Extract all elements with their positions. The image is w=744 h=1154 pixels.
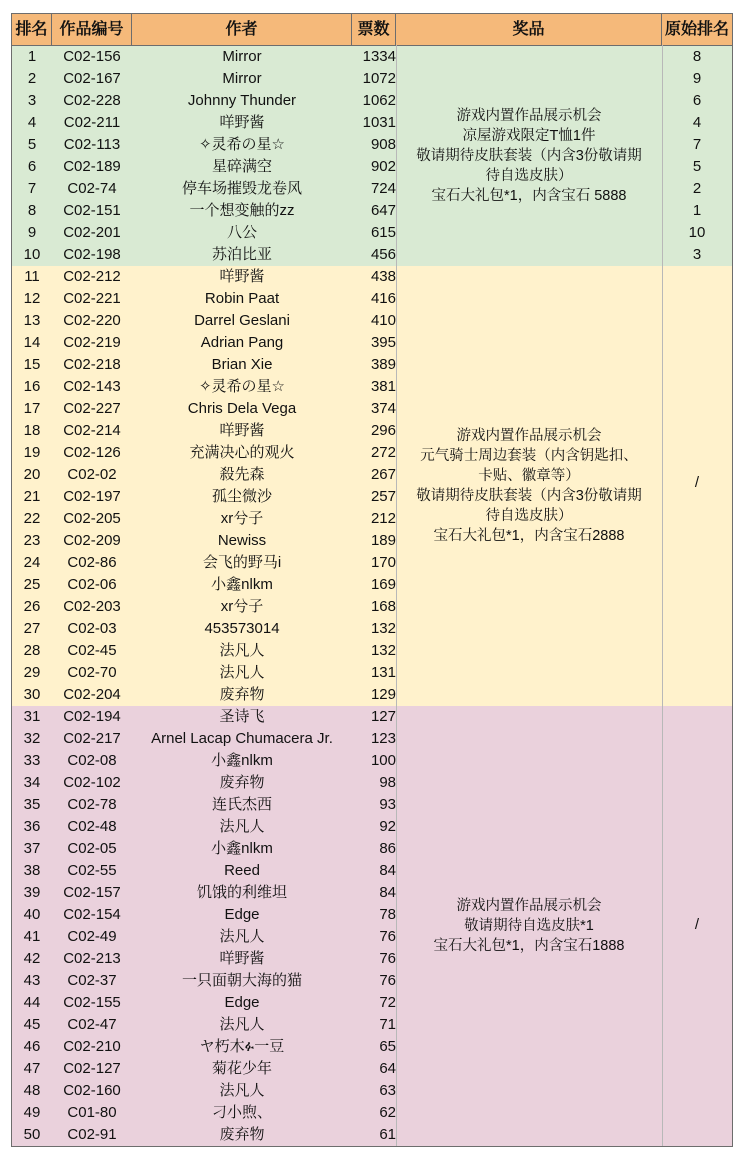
code-cell: C02-219 (63, 334, 121, 351)
rank-cell: 6 (27, 158, 37, 175)
table-row (12, 156, 396, 178)
rank-cell: 20 (23, 466, 41, 483)
table-row (12, 948, 396, 970)
header-prize: 奖品 (396, 14, 662, 45)
votes-cell: 98 (379, 774, 396, 791)
votes-cell: 908 (370, 136, 396, 153)
rank-cell: 28 (23, 642, 41, 659)
rank-cell: 15 (23, 356, 41, 373)
rank-cell: 39 (23, 884, 41, 901)
table-row (12, 310, 396, 332)
author-cell: 会飞的野马i (202, 554, 282, 571)
votes-cell: 64 (379, 1060, 396, 1077)
code-cell: C02-217 (63, 730, 121, 747)
table-row (12, 1036, 396, 1058)
table-row (12, 112, 396, 134)
author-cell: Arnel Lacap Chumacera Jr. (151, 730, 333, 747)
votes-cell: 63 (379, 1082, 396, 1099)
table-row (12, 816, 396, 838)
votes-cell: 615 (370, 224, 396, 241)
table-row (12, 398, 396, 420)
table-row (12, 618, 396, 640)
author-cell: 咩野酱 (219, 422, 265, 439)
code-cell: C02-70 (67, 664, 117, 681)
original-rank-cell: 4 (692, 114, 702, 131)
rank-cell: 5 (27, 136, 37, 153)
code-cell: C02-156 (63, 48, 121, 65)
author-cell: 充满决心的观火 (189, 444, 295, 461)
code-cell: C02-143 (63, 378, 121, 395)
rank-cell: 48 (23, 1082, 41, 1099)
votes-cell: 168 (370, 598, 396, 615)
table-row (12, 728, 396, 750)
rank-cell: 31 (23, 708, 41, 725)
author-cell: Mirror (222, 70, 262, 87)
author-cell: ✧灵希の星☆ (198, 136, 286, 153)
votes-cell: 389 (370, 356, 396, 373)
table-row (12, 508, 396, 530)
prize-line: 游戏内置作品展示机会 (456, 428, 602, 444)
code-cell: C02-113 (63, 136, 121, 153)
votes-cell: 132 (370, 620, 396, 637)
tier-1-prize (396, 46, 662, 266)
code-cell: C01-80 (67, 1104, 117, 1121)
table-row (12, 68, 396, 90)
prize-line: 游戏内置作品展示机会 (456, 108, 602, 124)
rank-cell: 13 (23, 312, 41, 329)
table-row (12, 46, 396, 68)
votes-cell: 84 (379, 862, 396, 879)
table-row (12, 90, 396, 112)
table-row (12, 640, 396, 662)
rank-cell: 8 (27, 202, 37, 219)
votes-cell: 123 (370, 730, 396, 747)
code-cell: C02-227 (63, 400, 121, 417)
rank-cell: 45 (23, 1016, 41, 1033)
rank-cell: 18 (23, 422, 41, 439)
header-code: 作品编号 (52, 14, 132, 45)
rank-cell: 40 (23, 906, 41, 923)
rank-cell: 12 (23, 290, 41, 307)
table-row (12, 838, 396, 860)
header-original-rank: 原始排名 (664, 21, 729, 38)
code-cell: C02-220 (63, 312, 121, 329)
code-cell: C02-213 (63, 950, 121, 967)
rank-cell: 41 (23, 928, 41, 945)
author-cell: 一只面朝大海的猫 (181, 972, 302, 989)
author-cell: xr兮子 (220, 598, 264, 615)
rank-cell: 17 (23, 400, 41, 417)
author-cell: 咩野酱 (219, 950, 265, 967)
code-cell: C02-197 (63, 488, 121, 505)
author-cell: 小鑫nlkm (211, 752, 273, 769)
table-row (12, 1014, 396, 1036)
code-cell: C02-06 (67, 576, 117, 593)
table-row (12, 420, 396, 442)
prize-line: 游戏内置作品展示机会 (456, 898, 602, 914)
votes-cell: 456 (370, 246, 396, 263)
rank-cell: 33 (23, 752, 41, 769)
code-cell: C02-05 (67, 840, 117, 857)
original-rank-cell: 1 (692, 202, 702, 219)
code-cell: C02-102 (63, 774, 121, 791)
table-row (12, 464, 396, 486)
table-header (12, 14, 732, 46)
rank-cell: 37 (23, 840, 41, 857)
table-row (12, 332, 396, 354)
code-cell: C02-86 (67, 554, 117, 571)
rank-cell: 49 (23, 1104, 41, 1121)
code-cell: C02-203 (63, 598, 121, 615)
rank-cell: 24 (23, 554, 41, 571)
author-cell: Robin Paat (204, 290, 280, 307)
code-cell: C02-47 (67, 1016, 117, 1033)
code-cell: C02-221 (63, 290, 121, 307)
table-row (12, 1102, 396, 1124)
original-rank-cell: 3 (692, 246, 702, 263)
rank-cell: 16 (23, 378, 41, 395)
votes-cell: 189 (370, 532, 396, 549)
author-cell: 菊花少年 (211, 1060, 272, 1077)
author-cell: 八公 (226, 224, 257, 241)
votes-cell: 86 (379, 840, 396, 857)
rank-cell: 11 (24, 268, 40, 285)
code-cell: C02-08 (67, 752, 117, 769)
votes-cell: 902 (370, 158, 396, 175)
rank-cell: 25 (23, 576, 41, 593)
tier-2-original-rank-note: / (694, 474, 700, 491)
author-cell: 饥饿的利维坦 (196, 884, 287, 901)
votes-cell: 76 (379, 950, 396, 967)
author-cell: 星碎满空 (211, 158, 272, 175)
code-cell: C02-210 (63, 1038, 121, 1055)
author-cell: 殺先森 (219, 466, 265, 483)
votes-cell: 100 (370, 752, 396, 769)
rank-cell: 42 (23, 950, 41, 967)
code-cell: C02-218 (63, 356, 121, 373)
original-rank-cell: 8 (692, 48, 702, 65)
author-cell: 咩野酱 (219, 114, 265, 131)
rank-cell: 44 (23, 994, 41, 1011)
rank-cell: 34 (23, 774, 41, 791)
original-rank-cell: 10 (688, 224, 706, 241)
author-cell: 一个想变触的zz (189, 202, 295, 219)
tier-3-original-rank-note: / (694, 916, 700, 933)
rank-cell: 21 (23, 488, 41, 505)
author-cell: Darrel Geslani (194, 312, 290, 329)
original-rank-cell: 2 (692, 180, 702, 197)
table-row (12, 882, 396, 904)
code-cell: C02-157 (63, 884, 121, 901)
code-cell: C02-204 (63, 686, 121, 703)
votes-cell: 132 (370, 642, 396, 659)
votes-cell: 72 (379, 994, 396, 1011)
author-cell: Adrian Pang (200, 334, 284, 351)
rank-cell: 32 (23, 730, 41, 747)
author-cell: Newiss (217, 532, 267, 549)
header-rank: 排名 (12, 14, 52, 45)
header-author: 作者 (132, 14, 352, 45)
votes-cell: 170 (370, 554, 396, 571)
rank-cell: 43 (23, 972, 41, 989)
votes-cell: 257 (370, 488, 396, 505)
table-row (12, 530, 396, 552)
tier-2-prize (396, 266, 662, 706)
votes-cell: 127 (370, 708, 396, 725)
votes-cell: 267 (370, 466, 396, 483)
table-row (12, 442, 396, 464)
table-row (12, 1080, 396, 1102)
table-row (12, 222, 396, 244)
author-cell: 连氏杰西 (211, 796, 272, 813)
code-cell: C02-37 (67, 972, 117, 989)
code-cell: C02-91 (67, 1126, 117, 1143)
rank-cell: 14 (23, 334, 41, 351)
table-row (12, 288, 396, 310)
table-row (12, 552, 396, 574)
rank-cell: 29 (23, 664, 41, 681)
code-cell: C02-160 (63, 1082, 121, 1099)
code-cell: C02-211 (63, 114, 121, 131)
prize-line: 卡贴、徽章等） (478, 468, 580, 484)
rank-cell: 35 (23, 796, 41, 813)
rank-cell: 47 (23, 1060, 41, 1077)
author-cell: ✧灵希の星☆ (198, 378, 286, 395)
rank-cell: 19 (23, 444, 41, 461)
votes-cell: 647 (370, 202, 396, 219)
author-cell: 孤尘微沙 (211, 488, 272, 505)
code-cell: C02-126 (63, 444, 121, 461)
votes-cell: 61 (379, 1126, 396, 1143)
rank-cell: 10 (23, 246, 41, 263)
votes-cell: 76 (379, 928, 396, 945)
rank-cell: 27 (23, 620, 41, 637)
author-cell: 法凡人 (219, 1082, 265, 1099)
header-votes: 票数 (352, 14, 396, 45)
votes-cell: 129 (370, 686, 396, 703)
author-cell: ヤ朽木ፉ一豆 (199, 1038, 285, 1055)
table-row (12, 574, 396, 596)
table-row (12, 486, 396, 508)
prize-line: 元气骑士周边套装（内含钥匙扣、 (420, 448, 638, 464)
rank-cell: 3 (27, 92, 37, 109)
code-cell: C02-49 (67, 928, 117, 945)
rank-cell: 26 (23, 598, 41, 615)
rank-cell: 38 (23, 862, 41, 879)
code-cell: C02-127 (63, 1060, 121, 1077)
author-cell: 小鑫nlkm (211, 576, 273, 593)
votes-cell: 131 (370, 664, 396, 681)
code-cell: C02-78 (67, 796, 117, 813)
prize-line: 凉屋游戏限定T恤1件 (462, 128, 596, 144)
table-row (12, 266, 396, 288)
votes-cell: 71 (379, 1016, 396, 1033)
votes-cell: 169 (370, 576, 396, 593)
code-cell: C02-214 (63, 422, 121, 439)
code-cell: C02-151 (63, 202, 121, 219)
votes-cell: 76 (379, 972, 396, 989)
rank-cell: 36 (23, 818, 41, 835)
author-cell: 法凡人 (219, 642, 265, 659)
author-cell: Reed (224, 862, 260, 879)
votes-cell: 62 (379, 1104, 396, 1121)
author-cell: 法凡人 (219, 928, 265, 945)
prize-line: 宝石大礼包*1，内含宝石 5888 (431, 188, 627, 204)
table-row (12, 134, 396, 156)
author-cell: 小鑫nlkm (211, 840, 273, 857)
original-rank-cell: 7 (692, 136, 702, 153)
prize-line: 宝石大礼包*1，内含宝石2888 (433, 528, 625, 544)
table-row (12, 596, 396, 618)
table-row (12, 1058, 396, 1080)
rank-cell: 50 (23, 1126, 41, 1143)
author-cell: Edge (224, 994, 260, 1011)
votes-cell: 395 (370, 334, 396, 351)
table-row (12, 662, 396, 684)
rank-cell: 30 (23, 686, 41, 703)
author-cell: 废弃物 (219, 1126, 265, 1143)
author-cell: 法凡人 (219, 664, 265, 681)
votes-cell: 1062 (362, 92, 396, 109)
author-cell: 废弃物 (219, 774, 265, 791)
code-cell: C02-209 (63, 532, 121, 549)
author-cell: 刁小煦、 (211, 1104, 272, 1121)
votes-cell: 381 (370, 378, 396, 395)
rank-cell: 46 (23, 1038, 41, 1055)
code-cell: C02-03 (67, 620, 117, 637)
votes-cell: 410 (370, 312, 396, 329)
author-cell: Chris Dela Vega (187, 400, 297, 417)
votes-cell: 92 (379, 818, 396, 835)
code-cell: C02-189 (63, 158, 121, 175)
votes-cell: 84 (379, 884, 396, 901)
code-cell: C02-201 (63, 224, 121, 241)
votes-cell: 724 (370, 180, 396, 197)
code-cell: C02-167 (63, 70, 121, 87)
table-row (12, 772, 396, 794)
author-cell: 咩野酱 (219, 268, 265, 285)
table-row (12, 706, 396, 728)
code-cell: C02-45 (67, 642, 117, 659)
votes-cell: 1334 (362, 48, 396, 65)
table-row (12, 794, 396, 816)
rank-cell: 7 (27, 180, 37, 197)
author-cell: Mirror (222, 48, 262, 65)
rank-cell: 22 (23, 510, 41, 527)
code-cell: C02-194 (63, 708, 121, 725)
code-cell: C02-228 (63, 92, 121, 109)
code-cell: C02-74 (67, 180, 117, 197)
author-cell: 苏泊比亚 (211, 246, 272, 263)
table-row (12, 992, 396, 1014)
table-row (12, 904, 396, 926)
code-cell: C02-212 (63, 268, 121, 285)
author-cell: Johnny Thunder (187, 92, 297, 109)
code-cell: C02-48 (67, 818, 117, 835)
votes-cell: 212 (370, 510, 396, 527)
original-rank-cell: 5 (692, 158, 702, 175)
original-rank-cell: 9 (692, 70, 702, 87)
author-cell: 法凡人 (219, 818, 265, 835)
prize-line: 敬请期待自选皮肤*1 (464, 918, 594, 934)
votes-cell: 374 (370, 400, 396, 417)
votes-cell: 416 (370, 290, 396, 307)
table-row (12, 1124, 396, 1146)
code-cell: C02-155 (63, 994, 121, 1011)
code-cell: C02-02 (67, 466, 117, 483)
table-row (12, 354, 396, 376)
prize-line: 宝石大礼包*1，内含宝石1888 (433, 938, 625, 954)
author-cell: xr兮子 (220, 510, 264, 527)
tier-3-prize (396, 706, 662, 1146)
votes-cell: 65 (379, 1038, 396, 1055)
table-row (12, 750, 396, 772)
code-cell: C02-154 (63, 906, 121, 923)
prize-line: 待自选皮肤） (485, 508, 573, 524)
rank-cell: 2 (27, 70, 37, 87)
code-cell: C02-205 (63, 510, 121, 527)
votes-cell: 93 (379, 796, 396, 813)
rank-cell: 23 (23, 532, 41, 549)
author-cell: Edge (224, 906, 260, 923)
code-cell: C02-198 (63, 246, 121, 263)
votes-cell: 78 (379, 906, 396, 923)
rank-cell: 1 (27, 48, 37, 65)
prize-line: 敬请期待皮肤套装（内含3份敬请期 (416, 148, 642, 164)
table-row (12, 178, 396, 200)
table-row (12, 244, 396, 266)
original-rank-cell: 6 (692, 92, 702, 109)
votes-cell: 1072 (362, 70, 396, 87)
votes-cell: 1031 (362, 114, 396, 131)
rank-cell: 4 (27, 114, 37, 131)
author-cell: 圣诗飞 (219, 708, 265, 725)
table-row (12, 376, 396, 398)
author-cell: 废弃物 (219, 686, 265, 703)
author-cell: 法凡人 (219, 1016, 265, 1033)
table-row (12, 926, 396, 948)
prize-line: 待自选皮肤） (485, 168, 573, 184)
table-row (12, 684, 396, 706)
author-cell: Brian Xie (211, 356, 273, 373)
votes-cell: 438 (370, 268, 396, 285)
ranking-table (11, 13, 733, 1147)
table-row (12, 970, 396, 992)
rank-cell: 9 (27, 224, 37, 241)
author-cell: 停车场摧毁龙卷风 (181, 180, 302, 197)
table-row (12, 200, 396, 222)
table-row (12, 860, 396, 882)
author-cell: 453573014 (204, 620, 280, 637)
code-cell: C02-55 (67, 862, 117, 879)
prize-line: 敬请期待皮肤套装（内含3份敬请期 (416, 488, 642, 504)
votes-cell: 272 (370, 444, 396, 461)
votes-cell: 296 (370, 422, 396, 439)
